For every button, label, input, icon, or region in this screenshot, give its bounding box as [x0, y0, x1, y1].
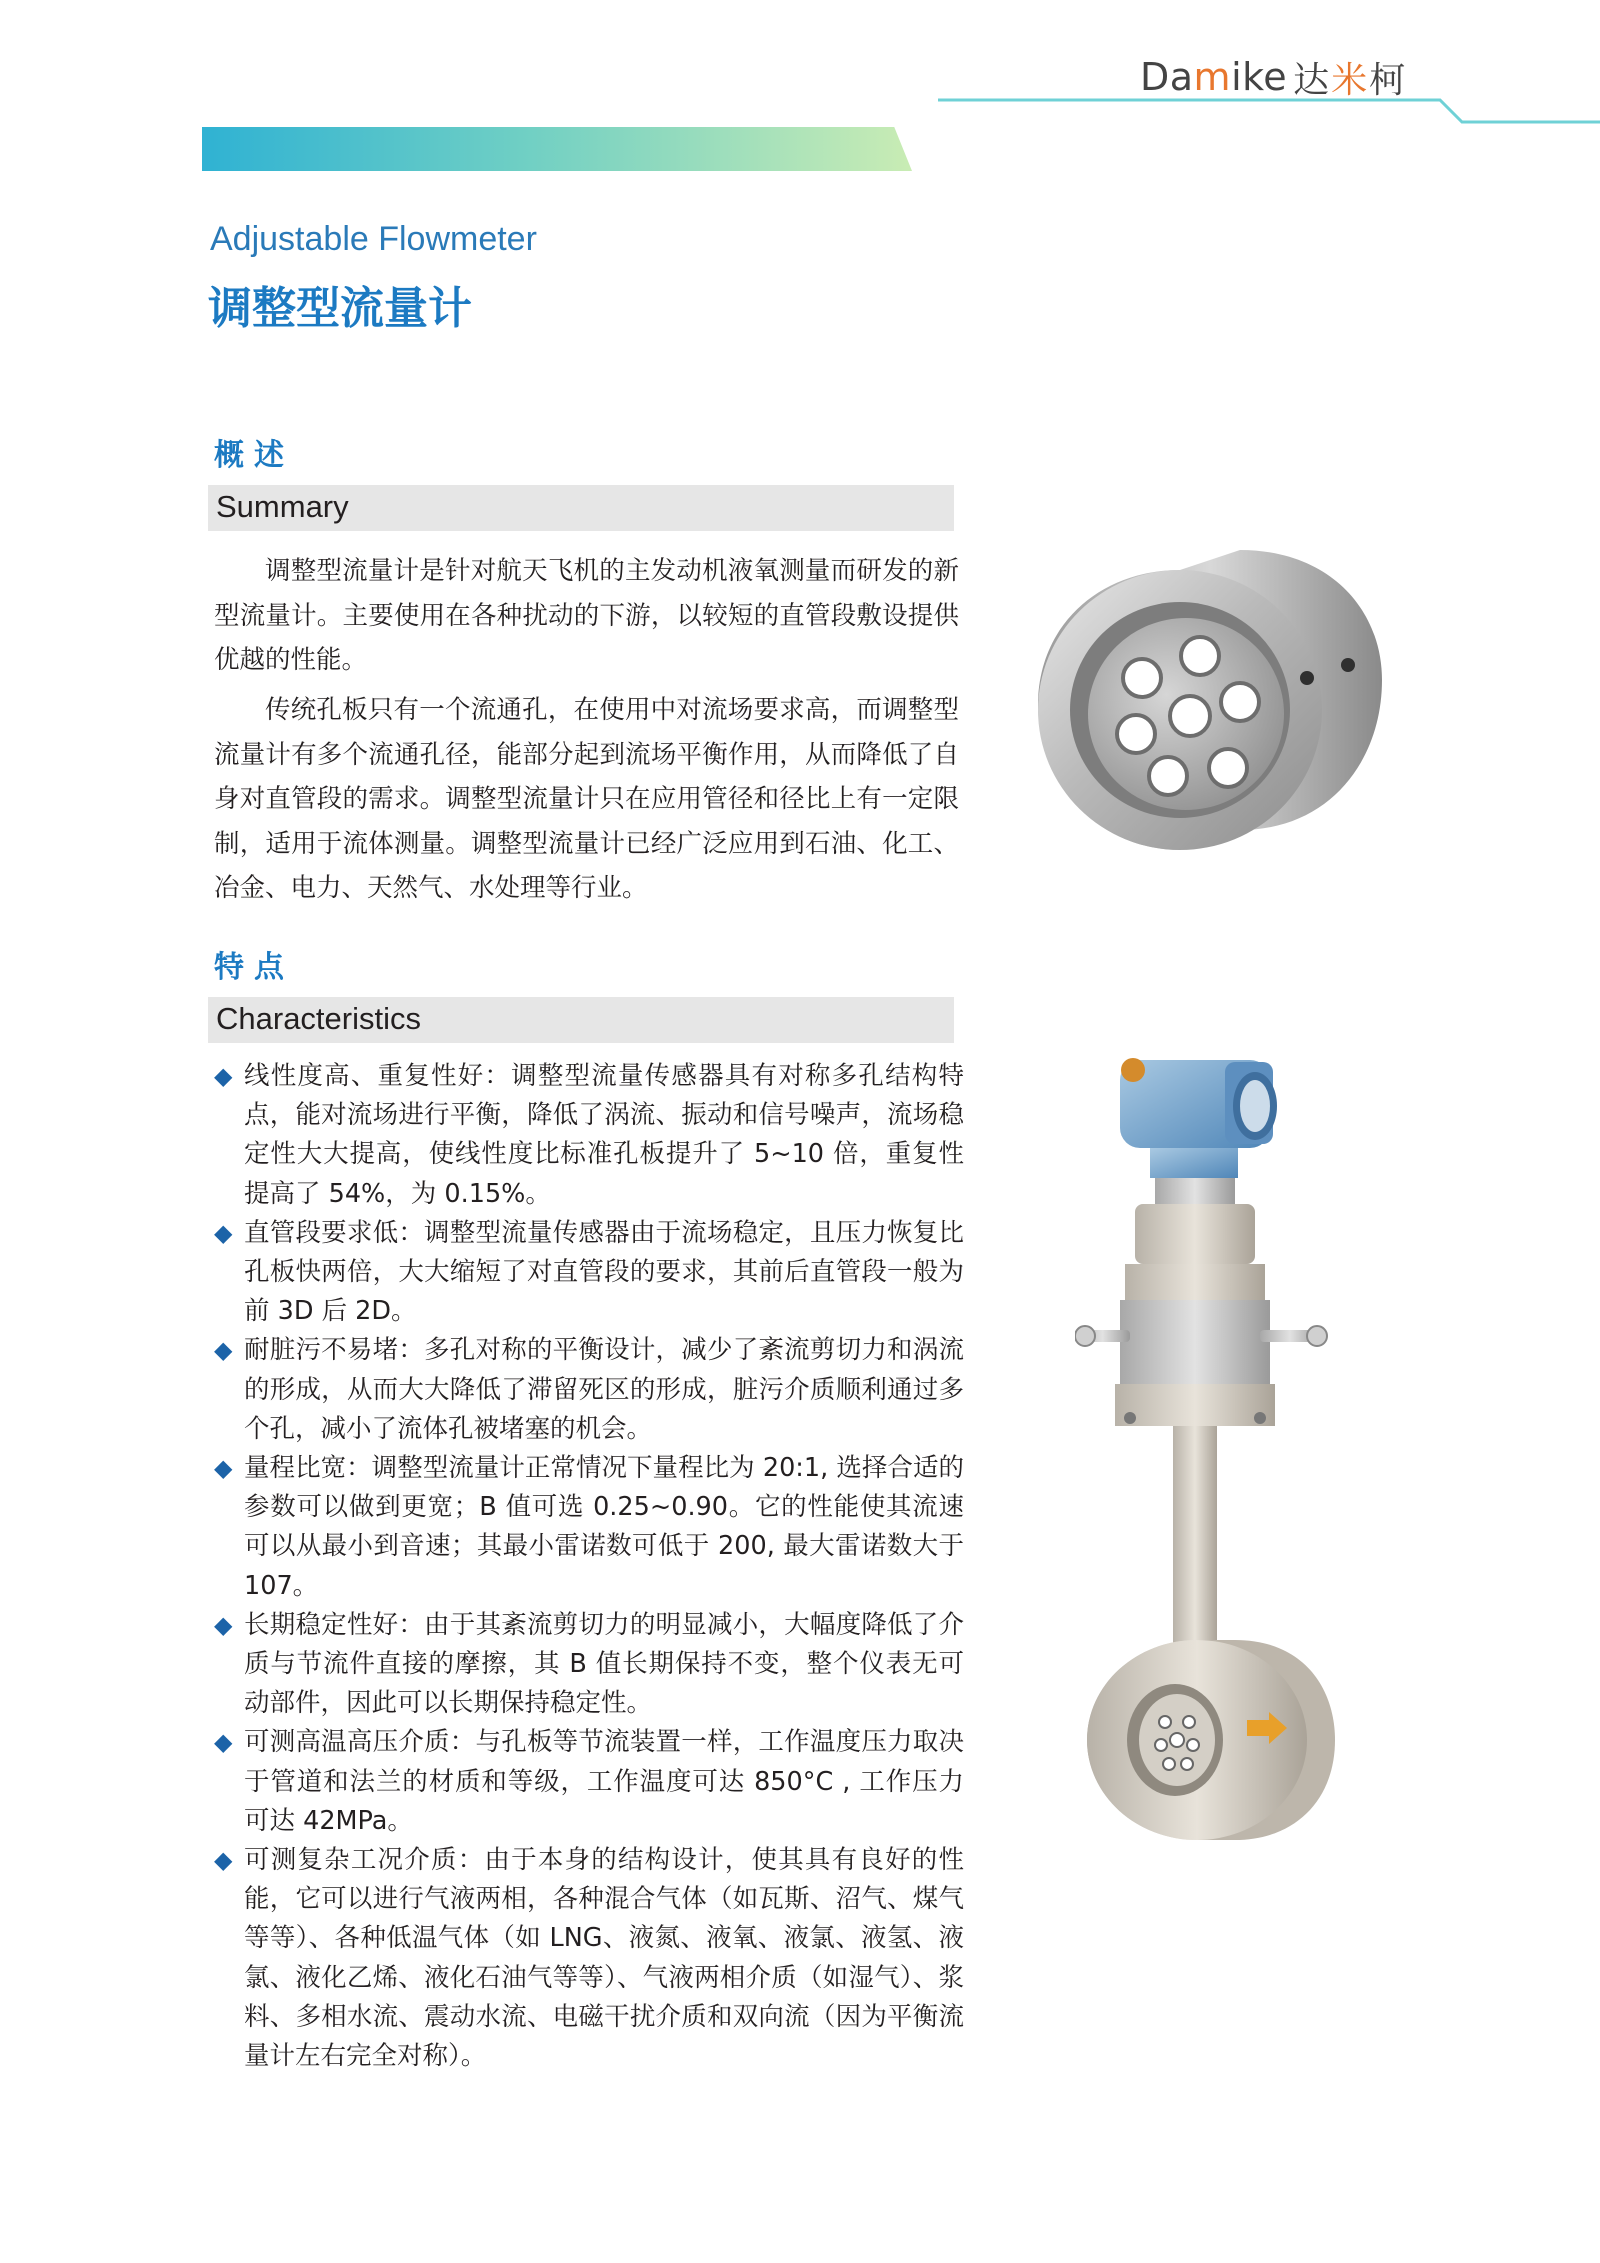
diamond-bullet-icon: ◆	[214, 1336, 233, 1365]
title-banner	[202, 127, 912, 171]
summary-heading-english: Summary	[216, 489, 349, 524]
summary-paragraph-2: 传统孔板只有一个流通孔，在使用中对流场要求高，而调整型流量计有多个流通孔径，能部分起到流场平衡作用，从而降低了自身对直管段的需求。调整型流量计只在应用管径和径比上有一定限制，适用于流体测量。调整型流量计已经广泛应用到石油、化工、冶金、电力、天然气、水处理等行业。	[214, 695, 959, 903]
diamond-bullet-icon: ◆	[214, 1728, 233, 1757]
diamond-bullet-icon: ◆	[214, 1454, 233, 1483]
characteristics-heading-bar	[208, 997, 954, 1043]
characteristics-heading-chinese: 特点	[214, 950, 294, 985]
diamond-bullet-icon: ◆	[214, 1062, 233, 1090]
list-item: ◆ 耐脏污不易堵：多孔对称的平衡设计，减少了紊流剪切力和涡流的形成，从而大大降低了滞留死区的形成，脏污介质顺利通过多个孔，减小了流体孔被堵塞的机会。	[214, 1331, 964, 1449]
logo-wordmark: Damike	[1140, 55, 1288, 99]
list-item: ◆ 量程比宽：调整型流量计正常情况下量程比为 20:1, 选择合适的参数可以做到更宽；B 值可选 0.25~0.90。它的性能使其流速可以从最小到音速；其最小雷诺数可低于 200, 最大雷诺数大于 107。	[214, 1449, 964, 1606]
characteristics-list	[214, 1057, 964, 2076]
summary-heading-bar	[208, 485, 954, 531]
characteristics-heading-english: Characteristics	[216, 1001, 421, 1036]
page-title-english: Adjustable Flowmeter	[210, 220, 537, 258]
diamond-bullet-icon: ◆	[214, 1610, 233, 1639]
list-item: ◆ 长期稳定性好：由于其紊流剪切力的明显减小，大幅度降低了介质与节流件直接的摩擦，其 B 值长期保持不变，整个仪表无可动部件，因此可以长期保持稳定性。	[214, 1606, 964, 1724]
diamond-bullet-icon: ◆	[214, 1846, 233, 1875]
brand-logo	[1140, 52, 1407, 102]
logo-chinese-name: 达米柯	[1293, 59, 1408, 101]
summary-paragraph-1: 调整型流量计是针对航天飞机的主发动机液氧测量而研发的新型流量计。主要使用在各种扰动的下游，以较短的直管段敷设提供优越的性能。	[214, 556, 959, 675]
summary-heading-chinese: 概述	[214, 438, 294, 473]
flowmeter-transmitter-assembly-icon	[1075, 1040, 1355, 1850]
page-title-chinese: 调整型流量计	[208, 283, 472, 334]
list-item: ◆ 可测高温高压介质：与孔板等节流装置一样，工作温度压力取决于管道和法兰的材质和等级，工作温度可达 850°C , 工作压力可达 42MPa。	[214, 1723, 964, 1841]
diamond-bullet-icon: ◆	[214, 1218, 233, 1247]
list-item: ◆ 可测复杂工况介质：由于本身的结构设计，使其具有良好的性能，它可以进行气液两相，各种混合气体（如瓦斯、沼气、煤气等等）、各种低温气体（如 LNG、液氮、液氧、液氯、液氢、液氯、液化乙烯、液化石油气等等）、气液两相介质（如湿气）、浆料、多相水流、震动水流、电磁干扰介质和双向流（因为平衡流量计左右完全对称）。	[214, 1841, 964, 2076]
list-item: ◆ 线性度高、重复性好：调整型流量传感器具有对称多孔结构特点，能对流场进行平衡，降低了涡流、振动和信号噪声，流场稳定性大大提高，使线性度比标准孔板提升了 5~10 倍，重复性提高了 54%，为 0.15%。	[214, 1057, 964, 1214]
flow-conditioning-plate-icon	[1030, 530, 1390, 870]
list-item: ◆ 直管段要求低：调整型流量传感器由于流场稳定，且压力恢复比孔板快两倍，大大缩短了对直管段的要求，其前后直管段一般为前 3D 后 2D。	[214, 1214, 964, 1332]
